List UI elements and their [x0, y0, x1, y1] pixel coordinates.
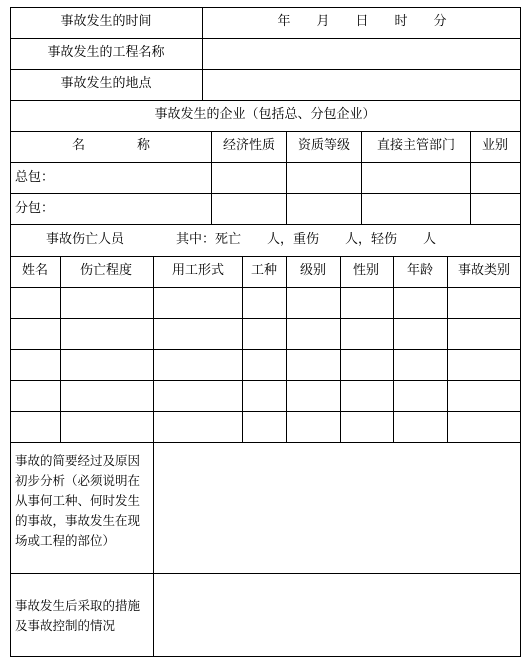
casualty-label: 事故伤亡人员	[46, 232, 125, 247]
row-divider	[10, 100, 521, 101]
column-divider	[393, 256, 394, 443]
table-border-left	[10, 7, 11, 657]
accident-summary-label: 事故的简要经过及原因初步分析（必须说明在从事何工种、何时发生的事故，事故发生在现场或工程的部位）	[15, 453, 141, 548]
column-divider	[242, 256, 243, 443]
casualty-col-level: 级别	[299, 263, 327, 278]
casualty-col-severity: 伤亡程度	[79, 263, 133, 278]
row-divider	[10, 318, 521, 319]
row-divider	[10, 411, 521, 412]
row-divider	[10, 256, 521, 257]
row-divider	[10, 349, 521, 350]
column-divider	[286, 131, 287, 225]
location-input-cell[interactable]	[203, 70, 519, 100]
row-divider	[10, 193, 521, 194]
project-name-label: 事故发生的工程名称	[47, 45, 165, 60]
row-divider	[10, 224, 521, 225]
casualty-col-age: 年龄	[406, 263, 434, 278]
table-border-right	[520, 7, 521, 657]
table-border-bottom	[10, 656, 521, 657]
row-divider	[10, 380, 521, 381]
enterprise-col-name: 名 称	[71, 138, 151, 153]
casualty-col-accident-type: 事故类别	[457, 263, 511, 278]
casualty-col-name: 姓名	[21, 263, 49, 278]
location-label: 事故发生的地点	[60, 76, 152, 91]
casualty-col-employment-type: 用工形式	[171, 263, 225, 278]
casualty-col-gender: 性别	[352, 263, 380, 278]
casualty-col-trade: 工种	[250, 263, 278, 278]
row-divider	[10, 287, 521, 288]
time-input-cell[interactable]	[203, 8, 519, 38]
column-divider	[340, 256, 341, 443]
enterprise-col-economic-nature: 经济性质	[222, 138, 276, 153]
enterprise-col-qualification: 资质等级	[297, 138, 351, 153]
column-divider	[60, 256, 61, 443]
row-divider	[10, 162, 521, 163]
column-divider	[361, 131, 362, 225]
control-measures-label: 事故发生后采取的措施及事故控制的情况	[15, 598, 141, 633]
enterprise-col-industry: 业别	[481, 138, 509, 153]
column-divider	[447, 256, 448, 443]
control-measures-input-cell[interactable]	[154, 574, 519, 656]
time-label: 事故发生的时间	[60, 14, 152, 29]
row-divider	[10, 131, 521, 132]
general-contractor-label: 总包：	[15, 170, 55, 185]
subcontractor-label: 分包：	[15, 201, 55, 216]
enterprise-section-header: 事故发生的企业（包括总、分包企业）	[154, 107, 376, 122]
casualty-counts: 其中：死亡 人，重伤 人，轻伤 人	[176, 232, 437, 247]
column-divider	[211, 131, 212, 225]
accident-summary-input-cell[interactable]	[154, 443, 519, 572]
project-name-input-cell[interactable]	[203, 39, 519, 69]
column-divider	[470, 131, 471, 225]
time-value-placeholder: 年 月 日 时 分	[277, 14, 447, 29]
column-divider	[286, 256, 287, 443]
enterprise-col-authority: 直接主管部门	[376, 138, 456, 153]
